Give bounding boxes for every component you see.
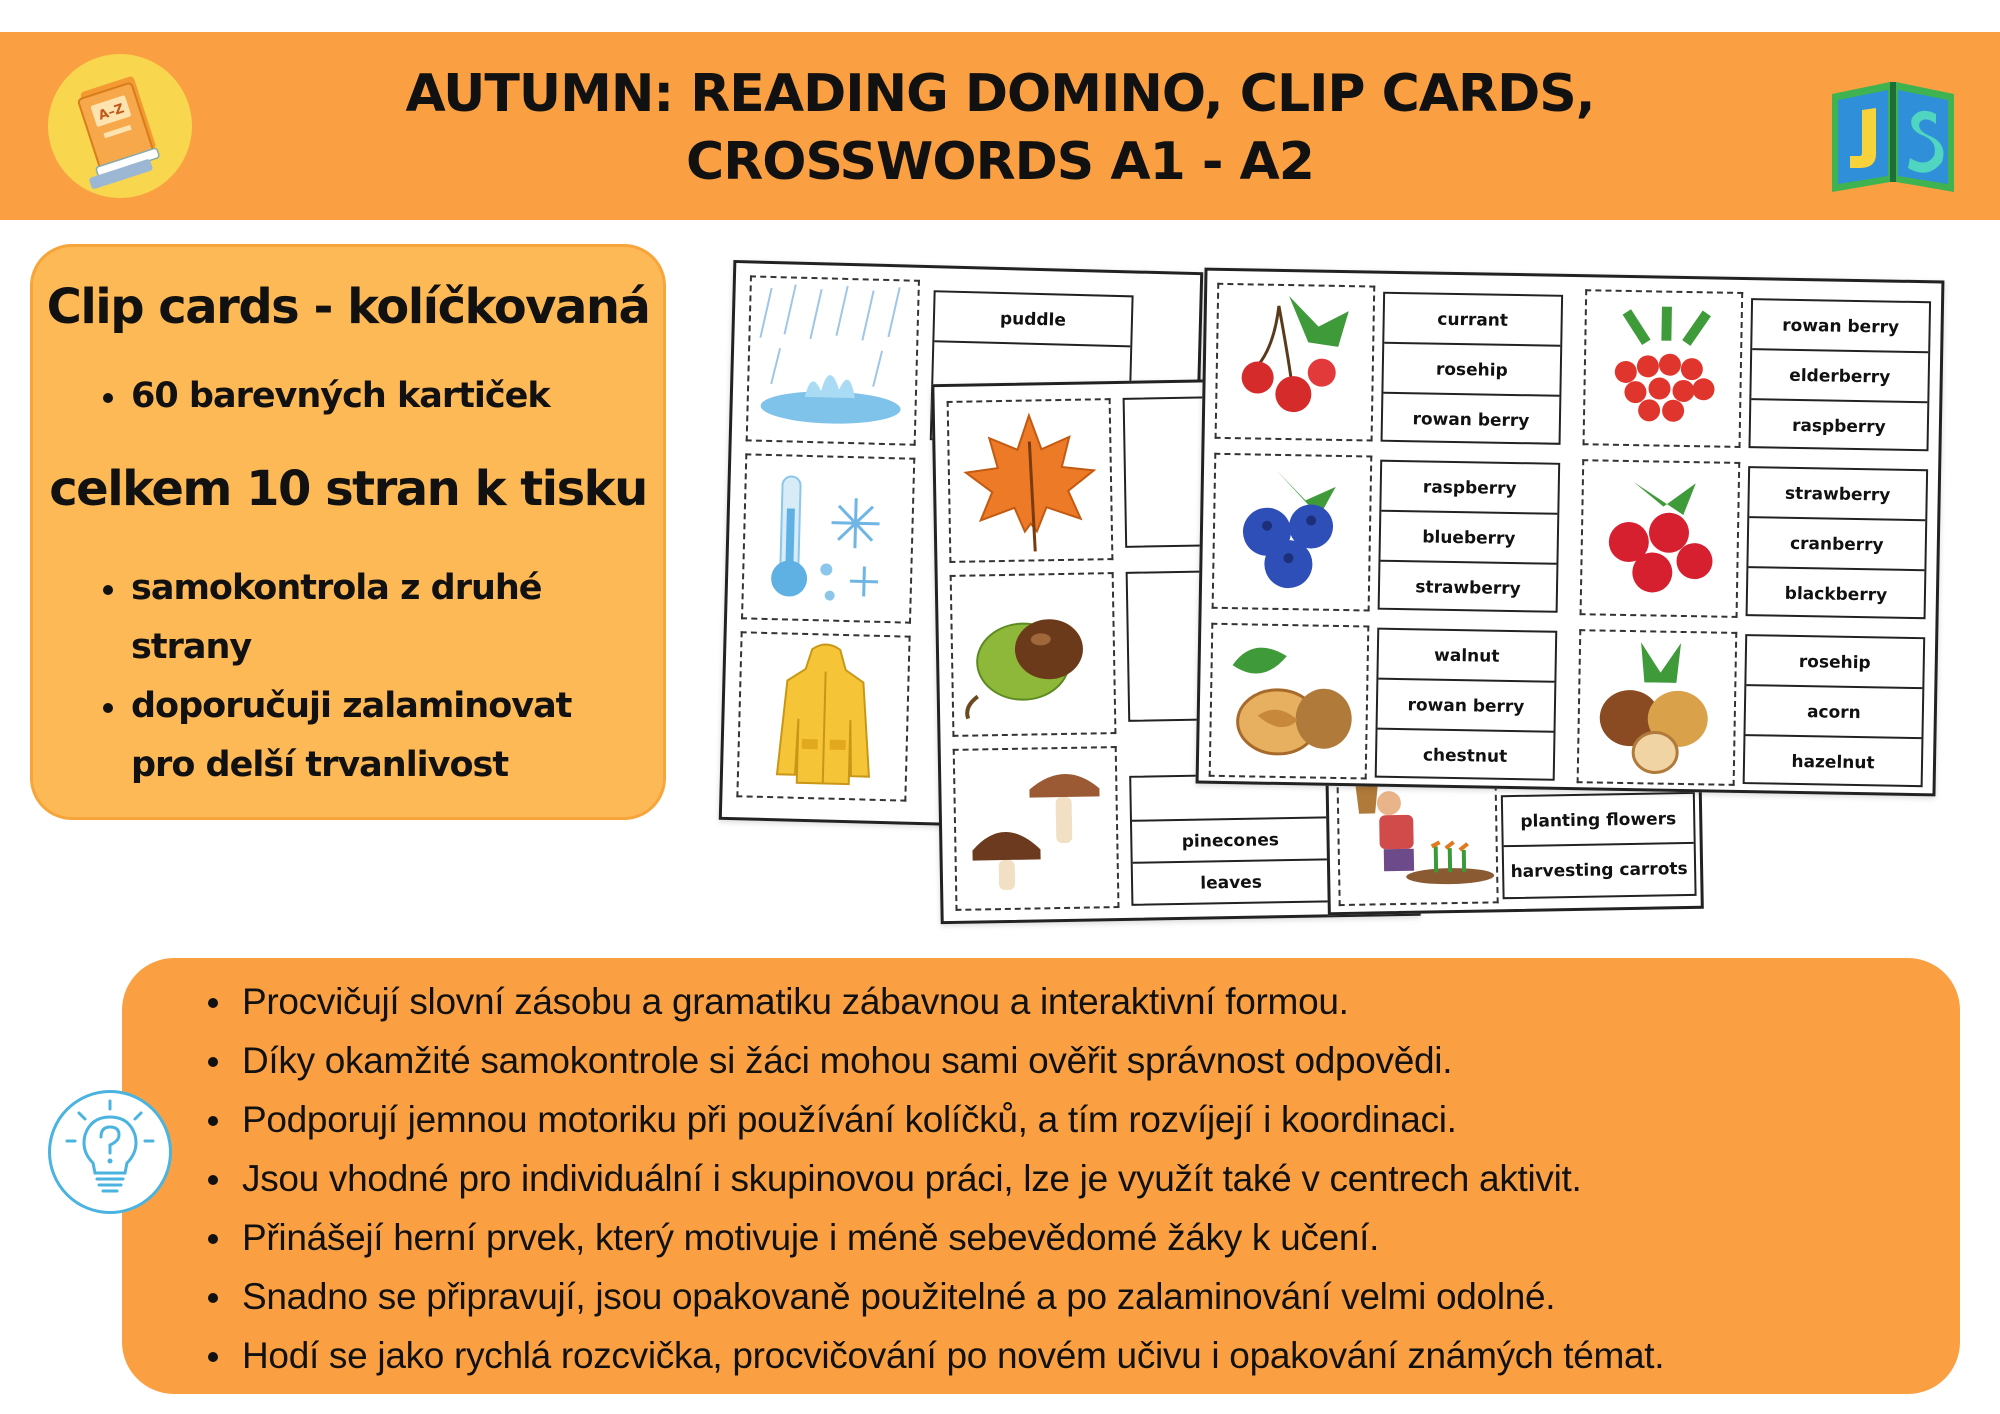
- page-title: [300, 60, 1700, 196]
- title-line-1: AUTUMN: READING DOMINO, CLIP CARDS,: [405, 64, 1595, 124]
- book-icon: [48, 54, 192, 198]
- header-banner: [0, 32, 2000, 220]
- benefit-item: Procvičují slovní zásobu a gramatiku zábavnou a interaktivní formou.: [202, 972, 1664, 1031]
- hazelnut-icon: [1577, 629, 1738, 786]
- benefit-item: Snadno se připravují, jsou opakovaně použitelné a po zalaminování velmi odolné.: [202, 1267, 1664, 1326]
- benefit-item: Jsou vhodné pro individuální i skupinovou práci, lze je využít také v centrech aktivit.: [202, 1149, 1664, 1208]
- benefits-list: [202, 972, 1664, 1385]
- word-box: [1501, 792, 1697, 899]
- word-option: strawberry: [1415, 577, 1521, 600]
- rain-puddle-picture: [746, 275, 920, 445]
- cold-weather-picture: [741, 453, 915, 623]
- benefit-item: Podporují jemnou motoriku při používání kolíčků, a tím rozvíjejí i koordinaci.: [202, 1090, 1664, 1149]
- benefits-panel: [122, 958, 1960, 1394]
- word-box: [1746, 466, 1929, 619]
- word-option: rosehip: [1746, 636, 1923, 689]
- mushrooms-picture: [953, 746, 1120, 911]
- word-option: walnut: [1378, 630, 1555, 683]
- benefit-item: Přinášejí herní prvek, který motivuje i méně sebevědomé žáky k učení.: [202, 1208, 1664, 1267]
- info-item: samokontrola z druhé strany: [97, 559, 637, 677]
- word-option: puddle: [934, 292, 1131, 347]
- word-option: raspberry: [1791, 415, 1886, 438]
- info-list-bottom: [97, 559, 637, 795]
- benefit-item: Hodí se jako rychlá rozcvička, procvičování po novém učivu i opakování známých témat.: [202, 1326, 1664, 1385]
- title-line-2: CROSSWORDS A1 - A2: [686, 132, 1314, 192]
- word-option: cranberry: [1748, 518, 1925, 571]
- maple-leaf-picture: [947, 398, 1114, 563]
- currant-icon: [1215, 283, 1376, 442]
- info-list-top: [97, 367, 550, 426]
- raincoat-picture: [736, 631, 910, 801]
- word-option: rowan berry: [1412, 409, 1530, 432]
- word-option: leaves: [1200, 872, 1263, 894]
- word-option: rosehip: [1383, 344, 1560, 397]
- word-option: pinecones: [1132, 818, 1329, 863]
- word-option: rowan berry: [1378, 680, 1555, 733]
- walnut-icon: [1209, 623, 1370, 780]
- brand-logo-icon: [1824, 58, 1962, 196]
- word-option: planting flowers: [1503, 794, 1694, 847]
- word-option: raspberry: [1381, 462, 1558, 515]
- info-item: 60 barevných kartiček: [97, 367, 550, 426]
- svg-text:A–Z: A–Z: [96, 101, 127, 124]
- word-option: hazelnut: [1791, 751, 1875, 774]
- word-option: elderberry: [1751, 350, 1928, 403]
- lightbulb-question-icon: [48, 1090, 172, 1214]
- blueberry-icon: [1212, 453, 1373, 612]
- chestnut-picture: [950, 572, 1117, 737]
- info-item: doporučuji zalaminovat pro delší trvanlivost: [97, 677, 637, 795]
- info-panel: [30, 244, 666, 820]
- word-option: chestnut: [1422, 745, 1508, 767]
- word-option: currant: [1384, 294, 1561, 347]
- info-subheading: celkem 10 stran k tisku: [49, 461, 647, 517]
- word-option: acorn: [1745, 686, 1922, 739]
- word-box: [1748, 298, 1931, 451]
- word-option: harvesting carrots: [1510, 858, 1688, 883]
- word-box: [1375, 628, 1558, 781]
- cranberry-icon: [1580, 459, 1741, 618]
- word-option: rowan berry: [1752, 300, 1929, 353]
- word-box: [1129, 772, 1331, 905]
- word-box: [1381, 292, 1564, 445]
- berries-card-sheet: [1196, 268, 1945, 797]
- rowan-berry-icon: [1583, 289, 1744, 448]
- info-heading: Clip cards - kolíčkovaná: [46, 279, 650, 335]
- benefit-item: Díky okamžité samokontrole si žáci mohou sami ověřit správnost odpovědi.: [202, 1031, 1664, 1090]
- word-box: [1378, 460, 1561, 613]
- word-box: [1743, 634, 1926, 787]
- word-option: blueberry: [1380, 512, 1557, 565]
- word-option: strawberry: [1749, 468, 1926, 521]
- word-option: blackberry: [1784, 583, 1888, 606]
